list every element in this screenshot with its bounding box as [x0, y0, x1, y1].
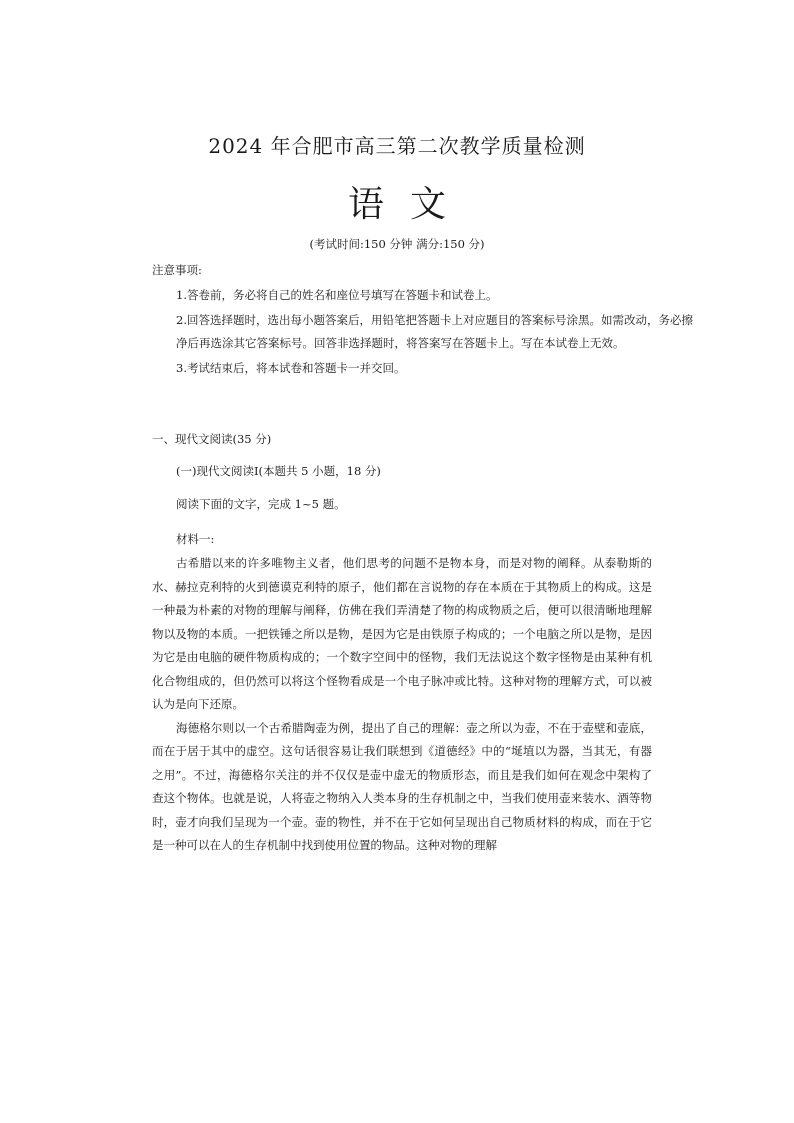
material-text — [152, 552, 652, 858]
exam-title: 2024 年合肥市高三第二次教学质量检测 — [208, 134, 586, 158]
paragraph-1: 古希腊以来的许多唯物主义者，他们思考的问题不是物本身，而是对物的阐释。从泰勒斯的水、赫拉克利特的火到德谟克利特的原子，他们都在言说物的存在本质在于其物质上的构成。这是一种最为朴素的对物的理解与阐释，仿佛在我们弄清楚了物的构成物质之后，便可以很清晰地理解物以及物的本质。一把铁锤之所以是物，是因为它是由铁原子构成的；一个电脑之所以是物，是因为它是由电脑的硬件物质构成的；一个数字空间中的怪物，我们无法说这个数字怪物是由某种有机化合物组成的，但仍然可以将这个怪物看成是一个电子脉冲或比特。这种对物的理解方式，可以被认为是向下还原。 — [152, 556, 652, 711]
material-label: 材料一: — [176, 532, 215, 546]
reading-instruction: 阅读下面的文字，完成 1~5 题。 — [176, 497, 346, 511]
notice-list — [176, 284, 696, 382]
notice-heading: 注意事项: — [152, 263, 202, 277]
exam-info: (考试时间:150 分钟 满分:150 分) — [309, 237, 485, 251]
subsection-heading: (一)现代文阅读Ⅰ(本题共 5 小题，18 分) — [176, 464, 381, 478]
notice-item-2: 2.回答选择题时，选出每小题答案后，用铅笔把答题卡上对应题目的答案标号涂黑。如需改动，务必擦净后再选涂其它答案标号。回答非选择题时，将答案写在答题卡上。写在本试卷上无效。 — [176, 313, 693, 350]
paragraph-2: 海德格尔则以一个古希腊陶壶为例，提出了自己的理解：壶之所以为壶，不在于壶壁和壶底，而在于居于其中的虚空。这句话很容易让我们联想到《道德经》中的“埏埴以为器，当其无，有器之用”。不过，海德格尔关注的并不仅仅是壶中虚无的物质形态，而且是我们如何在观念中架构了查这个物体。也就是说，人将壶之物纳入人类本身的生存机制之中，当我们使用壶来装水、酒等物时，壶才向我们呈现为一个壶。壶的物性，并不在于它如何呈现出自己物质材料的构成，而在于它是一种可以在人的生存机制中找到使用位置的物品。这种对物的理解 — [152, 720, 652, 852]
subject-title: 语文 — [347, 184, 472, 225]
section-heading: 一、现代文阅读(35 分) — [152, 432, 272, 446]
notice-item-3: 3.考试结束后，将本试卷和答题卡一并交回。 — [176, 361, 406, 375]
notice-item-1: 1.答卷前，务必将自己的姓名和座位号填写在答题卡和试卷上。 — [176, 288, 498, 302]
